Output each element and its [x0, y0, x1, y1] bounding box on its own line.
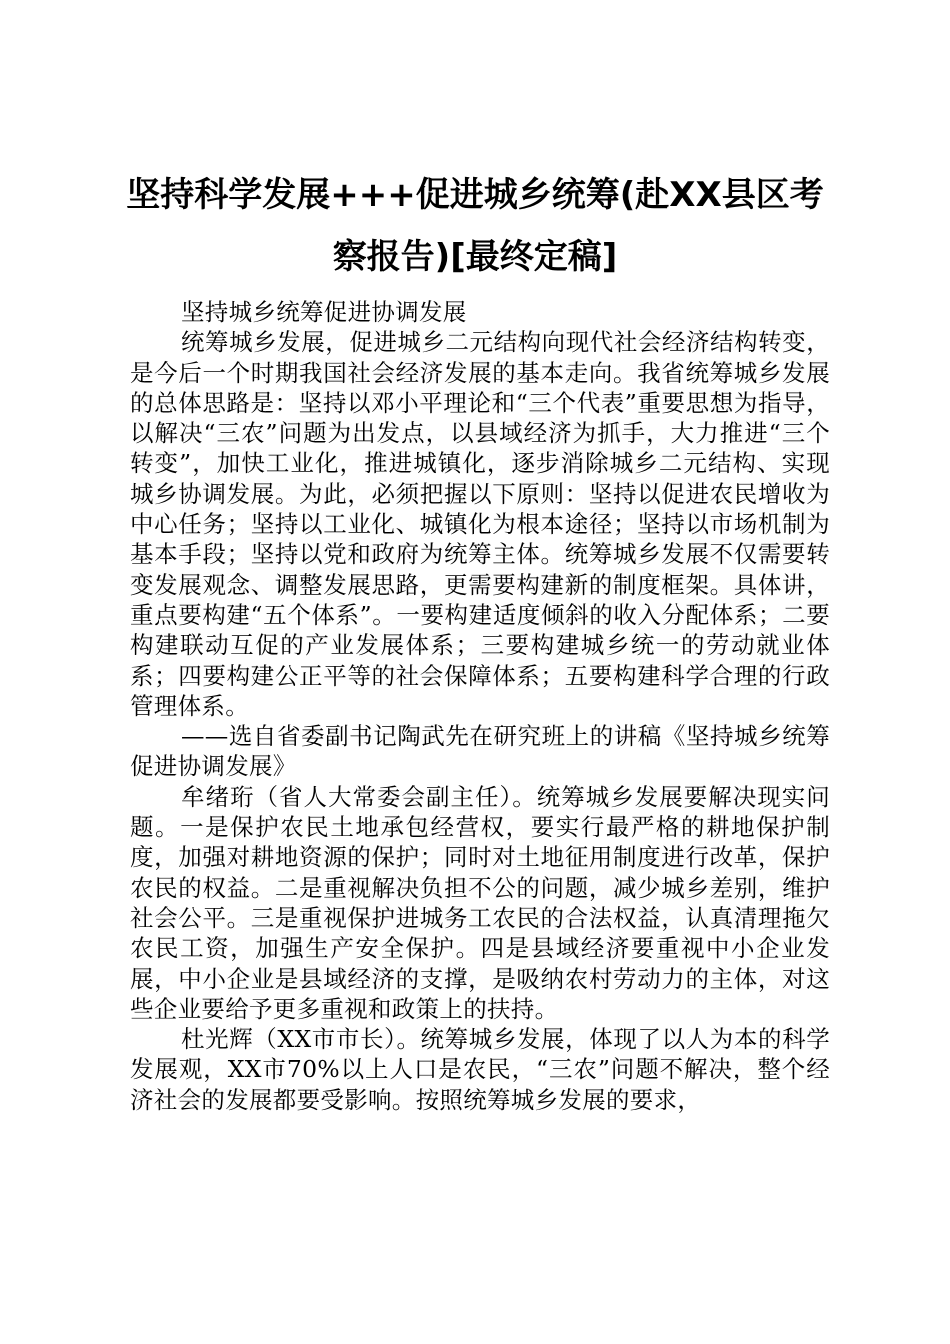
- document-body: [130, 297, 830, 1115]
- document-title: 坚持科学发展+++促进城乡统筹(赴XX县区考察报告)[最终定稿]: [126, 175, 824, 277]
- source-citation: ——选自省委副书记陶武先在研究班上的讲稿《坚持城乡统筹促进协调发展》: [130, 722, 830, 781]
- section-heading: 坚持城乡统筹促进协调发展: [181, 298, 467, 326]
- body-paragraph: 统筹城乡发展，促进城乡二元结构向现代社会经济结构转变，是今后一个时期我国社会经济发展的基本走向。我省统筹城乡发展的总体思路是：坚持以邓小平理论和“三个代表”重要思想为指导，以解决“三农”问题为出发点，以县域经济为抓手，大力推进“三个转变”，加快工业化，推进城镇化，逐步消除城乡二元结构、实现城乡协调发展。为此，必须把握以下原则：坚持以促进农民增收为中心任务；坚持以工业化、城镇化为根本途径；坚持以市场机制为基本手段；坚持以党和政府为统筹主体。统筹城乡发展不仅需要转变发展观念、调整发展思路，更需要构建新的制度框架。具体讲，重点要构建“五个体系”。一要构建适度倾斜的收入分配体系；二要构建联动互促的产业发展体系；三要构建城乡统一的劳动就业体系；四要构建公正平等的社会保障体系；五要构建科学合理的行政管理体系。: [130, 328, 830, 720]
- body-paragraph: 杜光辉（XX市市长）。统筹城乡发展，体现了以人为本的科学发展观，XX市70%以上人口是农民，“三农”问题不解决，整个经济社会的发展都要受影响。按照统筹城乡发展的要求，: [130, 1025, 830, 1114]
- body-paragraph: 牟绪珩（省人大常委会副主任）。统筹城乡发展要解决现实问题。一是保护农民土地承包经营权，要实行最严格的耕地保护制度，加强对耕地资源的保护；同时对土地征用制度进行改革，保护农民的权益。二是重视解决负担不公的问题，减少城乡差别，维护社会公平。三是重视保护进城务工农民的合法权益，认真清理拖欠农民工资，加强生产安全保护。四是县域经济要重视中小企业发展，中小企业是县域经济的支撑，是吸纳农村劳动力的主体，对这些企业要给予更多重视和政策上的扶持。: [130, 782, 830, 1023]
